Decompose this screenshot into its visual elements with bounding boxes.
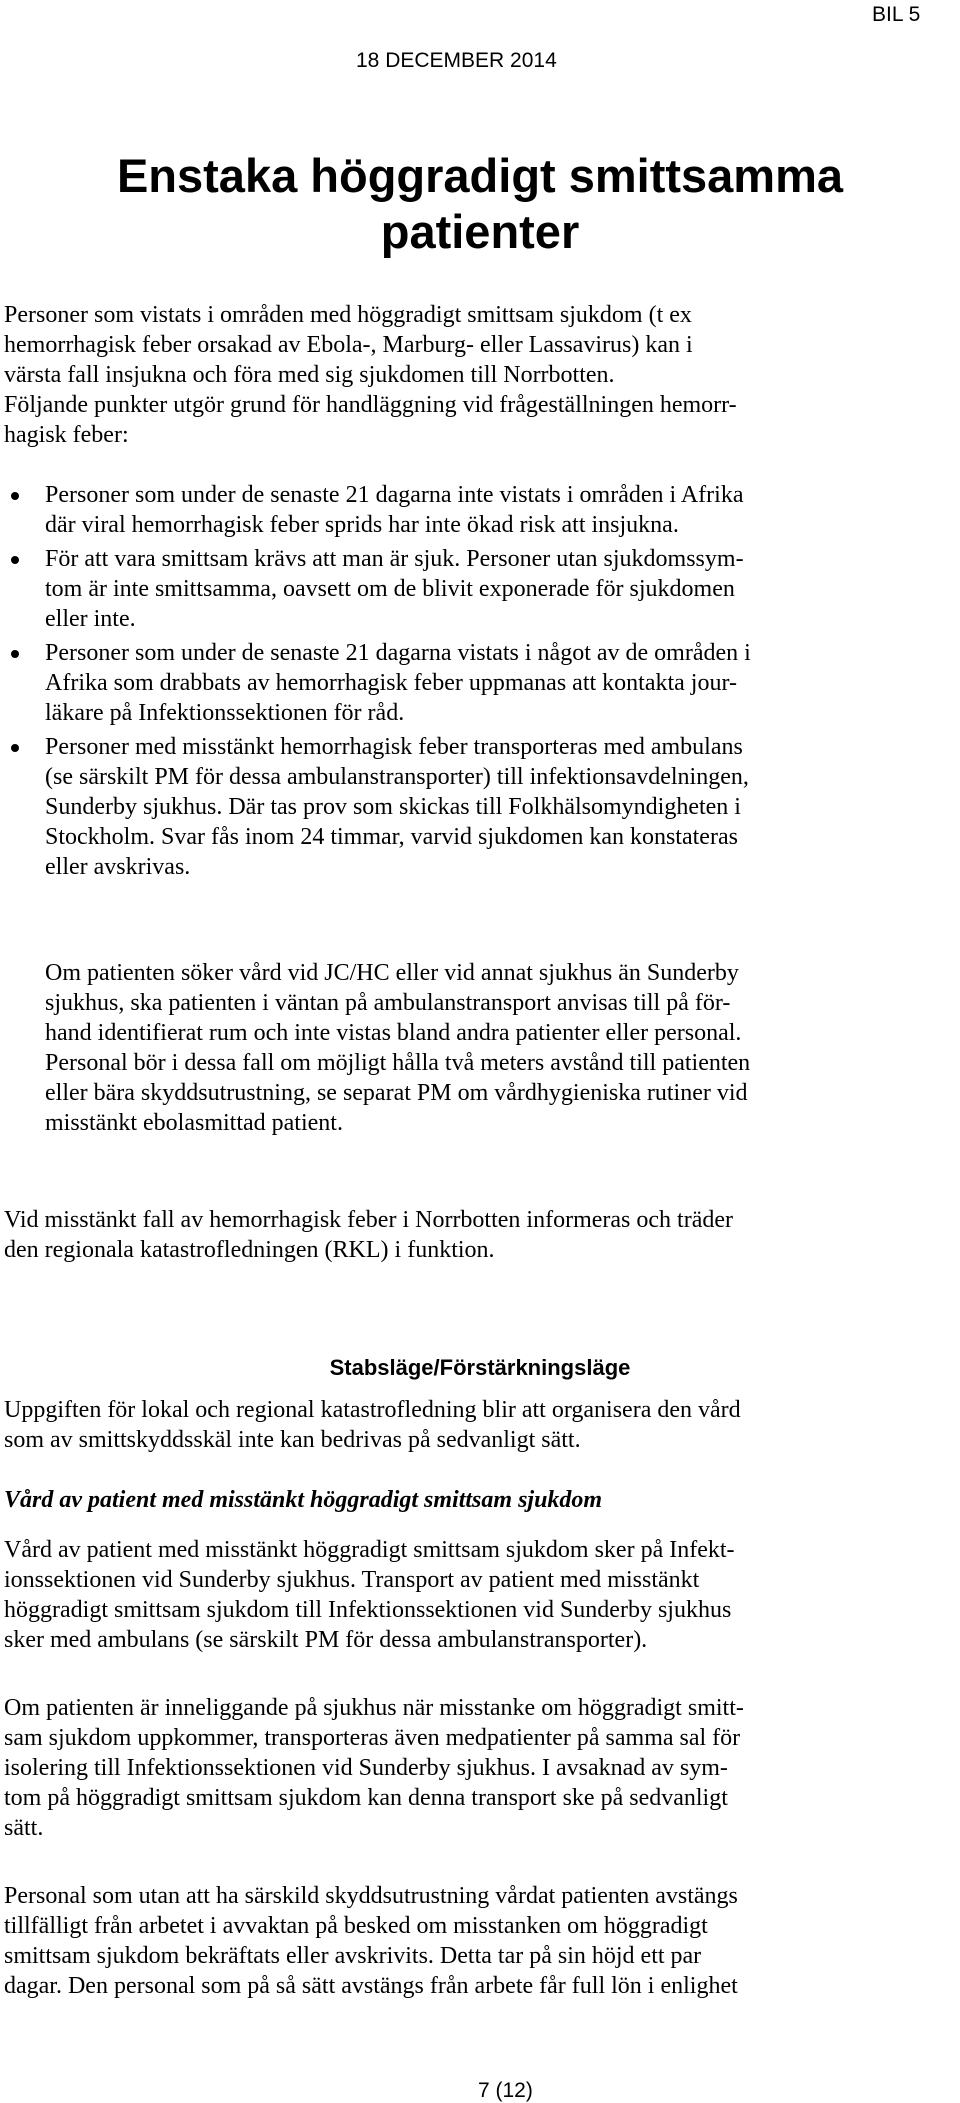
text-line: Om patienten är inneliggande på sjukhus när misstanke om höggradigt smitt- [4, 1695, 744, 1721]
bullet-list [0, 480, 960, 886]
staff-paragraph [4, 1881, 948, 2001]
continuation-paragraph [45, 958, 750, 1138]
rkl-paragraph [4, 1205, 948, 1265]
text-line: tom på höggradigt smittsam sjukdom kan denna transport ske på sedvanligt [4, 1785, 728, 1811]
bullet-item [0, 480, 960, 540]
section-heading: Stabsläge/Förstärkningsläge [329, 1355, 631, 1380]
italic-subheading: Vård av patient med misstänkt höggradigt smittsam sjukdom [4, 1487, 603, 1513]
text-line: Personer som under de senaste 21 dagarna inte vistats i områden i Afrika [45, 482, 744, 508]
text-line: hagisk feber: [4, 422, 129, 448]
text-line: Personer som vistats i områden med höggradigt smittsam sjukdom (t ex [4, 302, 692, 328]
text-line: Följande punkter utgör grund för handläggning vid frågeställningen hemorr- [4, 392, 737, 418]
text-line: sam sjukdom uppkommer, transporteras även medpatienter på samma sal för [4, 1725, 741, 1751]
text-line: (se särskilt PM för dessa ambulanstransporter) till infektionsavdelningen, [45, 764, 749, 790]
text-line: eller bära skyddsutrustning, se separat PM om vårdhygieniska rutiner vid [45, 1080, 748, 1106]
text-line: sker med ambulans (se särskilt PM för dessa ambulanstransporter). [4, 1627, 648, 1653]
text-line: sätt. [4, 1815, 44, 1841]
text-line: eller inte. [45, 606, 136, 632]
title-line: Enstaka höggradigt smittsamma [116, 149, 844, 202]
text-line: eller avskrivas. [45, 854, 191, 880]
text-line: sjukhus, ska patienten i väntan på ambulanstransport anvisas till på för- [45, 990, 731, 1016]
text-line: hemorrhagisk feber orsakad av Ebola-, Marburg- eller Lassavirus) kan i [4, 332, 693, 358]
text-line: isolering till Infektionssektionen vid Sunderby sjukhus. I avsaknad av sym- [4, 1755, 728, 1781]
title-line: patienter [380, 205, 580, 258]
bullet-item [0, 732, 960, 882]
text-line: Om patienten söker vård vid JC/HC eller vid annat sjukhus än Sunderby [45, 960, 739, 986]
text-line: tom är inte smittsamma, oavsett om de blivit exponerade för sjukdomen [45, 576, 735, 602]
page-number: 7 (12) [478, 2079, 533, 2102]
bullet-icon [11, 650, 19, 658]
text-line: misstänkt ebolasmittad patient. [45, 1110, 343, 1136]
bullet-item [0, 544, 960, 634]
text-line: läkare på Infektionssektionen för råd. [45, 700, 405, 726]
text-line: dagar. Den personal som på så sätt avstängs från arbete får full lön i enlighet [4, 1973, 738, 1999]
text-line: Stockholm. Svar fås inom 24 timmar, varvid sjukdomen kan konstateras [45, 824, 738, 850]
bullet-icon [11, 744, 19, 752]
text-line: Uppgiften för lokal och regional katastrofledning blir att organisera den vård [4, 1397, 741, 1423]
bullet-item [0, 638, 960, 728]
text-line: smittsam sjukdom bekräftats eller avskrivits. Detta tar på sin höjd ett par [4, 1943, 702, 1969]
page-title [0, 148, 960, 260]
text-line: Personer med misstänkt hemorrhagisk feber transporteras med ambulans [45, 734, 743, 760]
text-line: Vård av patient med misstänkt höggradigt smittsam sjukdom sker på Infekt- [4, 1537, 735, 1563]
attachment-label: BIL 5 [872, 3, 921, 26]
text-line: värsta fall insjukna och föra med sig sjukdomen till Norrbotten. [4, 362, 615, 388]
text-line: ionssektionen vid Sunderby sjukhus. Transport av patient med misstänkt [4, 1567, 700, 1593]
text-line: som av smittskyddsskäl inte kan bedrivas på sedvanligt sätt. [4, 1427, 581, 1453]
text-line: Personal som utan att ha särskild skyddsutrustning vårdat patienten avstängs [4, 1883, 738, 1909]
text-line: hand identifierat rum och inte vistas bland andra patienter eller personal. [45, 1020, 742, 1046]
intro-paragraph [4, 300, 948, 450]
text-line: där viral hemorrhagisk feber sprids har inte ökad risk att insjukna. [45, 512, 679, 538]
text-line: höggradigt smittsam sjukdom till Infektionssektionen vid Sunderby sjukhus [4, 1597, 732, 1623]
bullet-icon [11, 492, 19, 500]
care-paragraph [4, 1535, 948, 1655]
text-line: tillfälligt från arbetet i avvaktan på besked om misstanken om höggradigt [4, 1913, 708, 1939]
text-line: Vid misstänkt fall av hemorrhagisk feber i Norrbotten informeras och träder [4, 1207, 733, 1233]
inpatient-paragraph [4, 1693, 948, 1843]
text-line: Sunderby sjukhus. Där tas prov som skickas till Folkhälsomyndigheten i [45, 794, 741, 820]
text-line: den regionala katastrofledningen (RKL) i funktion. [4, 1237, 495, 1263]
text-line: För att vara smittsam krävs att man är sjuk. Personer utan sjukdomssym- [45, 546, 744, 572]
text-line: Personal bör i dessa fall om möjligt hålla två meters avstånd till patienten [45, 1050, 751, 1076]
text-line: Personer som under de senaste 21 dagarna vistats i något av de områden i [45, 640, 751, 666]
bullet-icon [11, 556, 19, 564]
section-paragraph [4, 1395, 948, 1455]
text-line: Afrika som drabbats av hemorrhagisk feber uppmanas att kontakta jour- [45, 670, 737, 696]
document-date: 18 DECEMBER 2014 [356, 49, 557, 72]
